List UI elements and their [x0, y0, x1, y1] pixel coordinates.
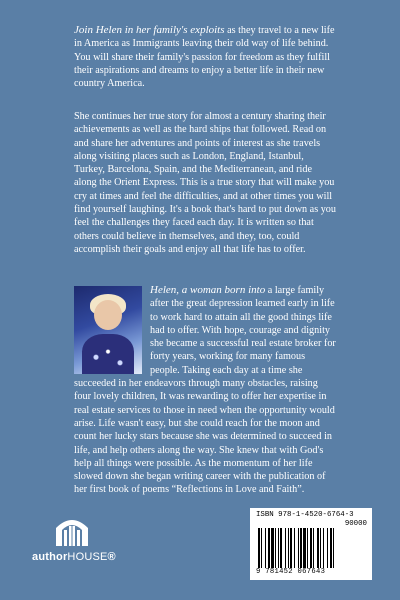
publisher-trademark: ® — [107, 551, 116, 563]
barcode-bar — [307, 528, 308, 568]
publisher-logo — [32, 514, 116, 563]
barcode-bars — [258, 528, 364, 568]
barcode-bar — [317, 528, 319, 568]
intro-paragraph — [74, 24, 336, 90]
barcode-bar — [265, 528, 266, 568]
barcode-bar — [258, 528, 260, 568]
barcode-bar — [285, 528, 286, 568]
barcode-bar — [298, 528, 299, 568]
barcode-bar — [280, 528, 282, 568]
barcode-bar — [323, 528, 324, 568]
barcode-bar — [327, 528, 328, 568]
barcode-bar — [300, 528, 302, 568]
author-photo — [74, 286, 142, 374]
barcode-bar — [275, 528, 276, 568]
barcode-bar — [303, 528, 306, 568]
author-lead: Helen, a woman born into — [150, 284, 266, 296]
publisher-name — [32, 551, 116, 563]
isbn-barcode — [250, 508, 372, 580]
author-text: a large family after the great depression learned early in life to work hard to attain all the good things life had to offer. With hope, courage and dignity she became a successful real estate broker for forty years, working for many famous people. Taking each day at a time she succeeded in her endeavors through many obstacles, raising four lovely children, It was rewarding to offer her expertise in real estate services to those in need when the opportunity would arise. Life wasn't easy, but she could reach for the moon and count her lucky stars because she was determined to succeed in life, and help others along the way. She knew that with God's help all things were possible. As the momentum of her life slowed down she began writing career with the publication of her first book of poems “Reflections in Love and Faith”. — [74, 285, 336, 496]
barcode-bar — [278, 528, 279, 568]
story-paragraph: She continues her true story for almost a century sharing their achievements as well as the hard ships that followed. Read on and share her adventures and points of interest as she travels along visiting places such as London, England, Istanbul, Turkey, Barcelona, Spain, and the Mediterranean, and ride along the Orient Express. This is a true story that will make you cry at times and feel the difficulties, and at other times you will find yourself laughing. It's a book that's hard to put down as you feel the challenges they faced each day. It is written so that others could believe in themselves, and they, too, could accomplish their goals and enjoy all that life has to offer. — [74, 111, 336, 255]
barcode-bar — [333, 528, 334, 568]
isbn-digits: 9 781452 067643 — [256, 568, 326, 576]
barcode-bar — [288, 528, 289, 568]
barcode-bar — [290, 528, 292, 568]
barcode-bar — [261, 528, 262, 568]
author-photo-face — [94, 300, 122, 330]
authorhouse-book-arch-icon — [52, 514, 92, 548]
publisher-name-regular: HOUSE — [67, 551, 108, 563]
author-bio — [74, 284, 336, 497]
price-code: 90000 — [344, 520, 367, 528]
barcode-bar — [320, 528, 321, 568]
barcode-bar — [294, 528, 295, 568]
intro-lead: Join Helen in her family's exploits — [74, 24, 225, 36]
barcode-bar — [310, 528, 312, 568]
intro-text: as they travel to a new life in America as Immigrants leaving their old way of life behind. You will share their family's passion for freedom as they fulfill their aspirations and dreams to enjoy a better life in their new country America. — [74, 25, 335, 90]
barcode-bar — [268, 528, 270, 568]
author-photo-sparkle — [78, 346, 138, 374]
barcode-bar — [271, 528, 274, 568]
barcode-bar — [330, 528, 332, 568]
barcode-bar — [313, 528, 314, 568]
isbn-label: ISBN 978-1-4520-6764-3 — [256, 511, 354, 519]
publisher-name-bold: author — [32, 551, 68, 563]
